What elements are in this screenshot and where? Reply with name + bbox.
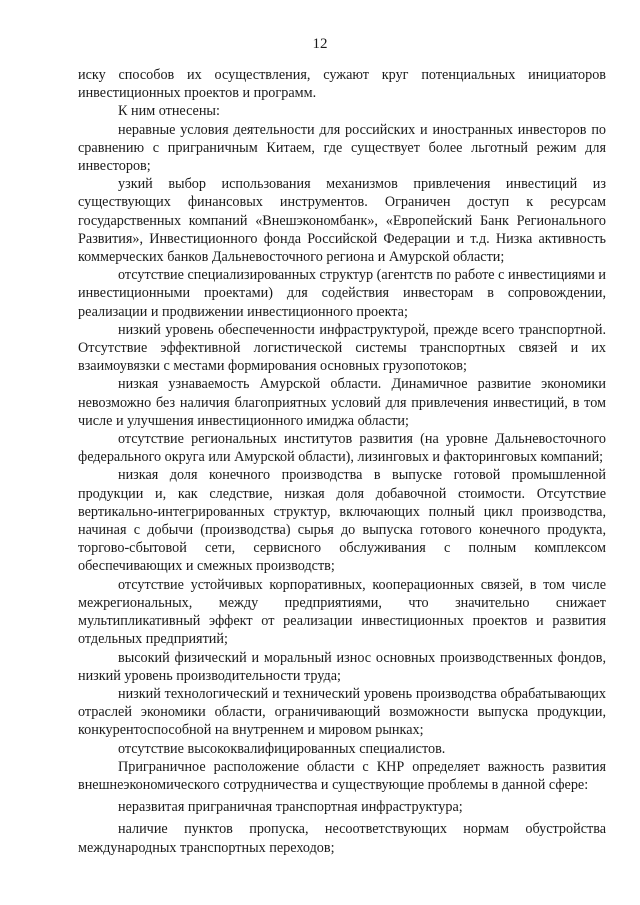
paragraph: К ним отнесены: xyxy=(118,103,220,120)
paragraph: узкий выбор использования механизмов привлечения инвестиций из существующих финансовых инструментов. Ограничен доступ к ресурсам государственных компаний «Внешэкономбанк», «Европейский Банк Регионального Развития», Инвестиционного фонда Российской Федерации и т.д. Низка активность коммерческих банков Дальневосточного региона и Амурской области; xyxy=(78,176,606,266)
paragraph: неравные условия деятельности для российских и иностранных инвесторов по сравнению с приграничным Китаем, где существует более льготный режим для инвесторов; xyxy=(78,121,606,175)
document-body xyxy=(78,66,606,857)
paragraph: низкая узнаваемость Амурской области. Динамичное развитие экономики невозможно без наличия благоприятных условий для привлечения инвестиций, в том числе и улучшения инвестиционного имиджа области; xyxy=(78,376,606,429)
paragraph: отсутствие высококвалифицированных специалистов. xyxy=(118,740,446,757)
paragraph: низкий уровень обеспеченности инфраструктурой, прежде всего транспортной. Отсутствие эффективной логистической системы транспортных связей и их взаимоувязки с местами формирования основных грузопотоков; xyxy=(78,321,606,375)
paragraph: наличие пунктов пропуска, несоответствующих нормам обустройства международных транспортных переходов; xyxy=(78,821,606,856)
paragraph: иску способов их осуществления, сужают круг потенциальных инициаторов инвестиционных проектов и программ. xyxy=(78,67,606,102)
paragraph: отсутствие специализированных структур (агентств по работе с инвестициями и инвестиционными проектами) для содействия инвесторам в сопровождении, реализации и продвижении инвестиционного проекта; xyxy=(78,267,606,320)
paragraph: отсутствие устойчивых корпоративных, кооперационных связей, в том числе межрегиональных, между предприятиями, что значительно снижает мультипликативный эффект от реализации инвестиционных проектов и развития отдельных предприятий; xyxy=(78,576,606,648)
paragraph: Приграничное расположение области с КНР определяет важность развития внешнеэкономического сотрудничества и существующие проблемы в данной сфере: xyxy=(78,758,606,793)
paragraph: неразвитая приграничная транспортная инфраструктура; xyxy=(118,799,463,816)
paragraph: низкая доля конечного производства в выпуске готовой промышленной продукции и, как следствие, низкая доля добавочной стоимости. Отсутствие вертикально-интегрированных структур, включающих полный цикл производства, начиная с добычи (производства) сырья до выпуска готового конечного продукта, торгово-сбытовой сети, сервисного обслуживания с полным комплексом обеспечивающих и смежных производств; xyxy=(78,467,606,575)
paragraph: высокий физический и моральный износ основных производственных фондов, низкий уровень производительности труда; xyxy=(78,649,606,684)
page-number: 12 xyxy=(312,36,328,52)
paragraph: отсутствие региональных институтов развития (на уровне Дальневосточного федерального округа или Амурской области), лизинговых и факторинговых компаний; xyxy=(78,431,606,466)
paragraph: низкий технологический и технический уровень производства обрабатывающих отраслей экономики области, ограничивающий возможности выпуска продукции, конкурентоспособной на внутреннем и мировом рынках; xyxy=(78,685,606,739)
